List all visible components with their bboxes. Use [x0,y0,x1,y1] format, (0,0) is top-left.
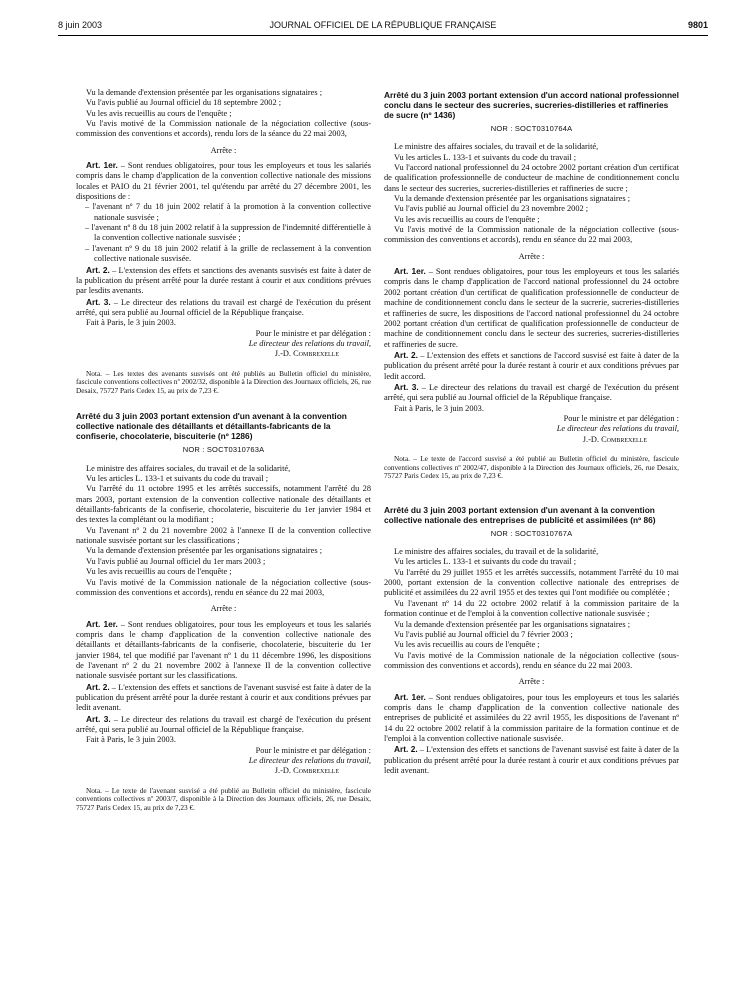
arrete-title: Arrêté du 3 juin 2003 portant extension d'un avenant à la convention collective nationale des entreprises de publicité et assimilées (nº 86) [384,504,656,525]
article [384,350,679,382]
visa: Vu l'avis motivé de la Commission nationale de la négociation collective (sous-commission des conventions et accords), rendu en séance du 22 mai 2003, [76,577,371,597]
arrete-label: Arrête : [210,145,237,155]
signature: J.-D. Combrexelle [582,434,647,444]
article [76,160,371,202]
visa: Le ministre des affaires sociales, du travail et de la solidarité, [394,547,599,557]
visa: Vu les avis recueillis au cours de l'enquête ; [394,214,540,224]
article-label: Art. 2. [86,681,110,692]
article-label: Art. 3. [86,713,111,724]
header-rule [58,35,708,36]
list-item: – l'avenant nº 9 du 18 juin 2002 relatif à la grille de reclassement à la convention collective nationale susvisée. [85,243,371,264]
header-date: 8 juin 2003 [58,20,103,30]
visa: Vu l'avenant nº 2 du 21 novembre 2002 à l'annexe II de la convention collective nationale susvisée portant sur les classifications ; [76,525,371,546]
article-text: – Le directeur des relations du travail est chargé de l'exécution du présent arrêté, qui sera publié au Journal officiel de la République française. [76,714,371,734]
visa: Vu la demande d'extension présentée par les organisations signataires ; [86,88,323,97]
list-item: – l'avenant nº 7 du 18 juin 2002 relatif à la promotion à la convention collective nationale susvisée ; [85,202,371,222]
visa: Le ministre des affaires sociales, du travail et de la solidarité, [86,463,291,473]
nota: Nota. – Le texte de l'accord susvisé a été publié au Bulletin officiel du ministère, fascicule conventions collectives nº 2002/47, disponible à la Direction des Journaux officiels, 26, rue Desaix, 75727 Paris Cedex 15, au prix de 7,23 €. [384,453,679,481]
visa: Vu l'avis publié au Journal officiel du 18 septembre 2002 ; [86,98,282,108]
visa: Vu les avis recueillis au cours de l'enquête ; [86,567,232,577]
visa: Vu les articles L. 133-1 et suivants du code du travail ; [86,474,269,484]
nota: Nota. – Les textes des avenants susvisés ont été publiés au Bulletin officiel du ministère, fascicule conventions collectives nº 2002/32, disponible à la Direction des Journaux officiels, 26, rue Desaix, 75727 Paris Cedex 15, au prix de 7,23 €. [76,368,371,395]
fait-a-paris: Fait à Paris, le 3 juin 2003. [86,318,176,328]
arrete-label: Arrête : [518,677,545,687]
directeur-line: Le directeur des relations du travail, [556,424,679,434]
nor-reference: NOR : SOCT0310767A [490,528,573,538]
visa: Vu l'avis publié au Journal officiel du 23 novembre 2002 ; [394,204,589,214]
article [384,692,679,745]
article-label: Art. 1er. [86,160,118,171]
visa: Vu les avis recueillis au cours de l'enquête ; [86,108,232,118]
article-text: – Sont rendues obligatoires, pour tous les employeurs et tous les salariés compris dans le champ d'application de la convention collective nationale des missions locales et PAIO du 21 février 2001, tel qu'étendu par arrêté du 27 décembre 2001, les dispositions de : [76,161,371,202]
signature: J.-D. Combrexelle [274,349,339,359]
nor-reference: NOR : SOCT0310763A [182,445,265,455]
nor-reference: NOR : SOCT0310764A [490,124,573,133]
visa: Vu les articles L. 133-1 et suivants du code du travail ; [394,557,577,567]
article-label: Art. 3. [86,296,111,307]
article-text: – L'extension des effets et sanctions de l'avenant susvisé est faite à dater de la publication du présent arrêté pour la durée restant à courir et aux conditions prévues par ledit avenant. [76,682,371,713]
left-column [76,88,371,812]
visa: Vu l'avenant nº 14 du 22 octobre 2002 relatif à la commission paritaire de la formation continue et de l'emploi à la convention collective nationale susvisée ; [384,598,679,619]
article-label: Art. 2. [394,349,418,360]
arrete-label: Arrête : [518,251,545,261]
article-text: – Sont rendues obligatoires, pour tous les employeurs et tous les salariés compris dans le champ d'application de l'accord national professionnel du 24 octobre 2002 portant création d'un certificat de qualification professionnelle de conducteur de machine de conditionnement conclu dans le secteur de la sucrerie, sucreries-distilleries et raffineries de sucre, les dispositions de l'accord national professionnel du 24 octobre 2002 portant création d'un certificat de qualification professionnelle de conducteur de machine de conditionnement conclu dans le secteur des sucreries, sucreries-distilleries et raffineries de sucre. [384,267,679,349]
article-text: – L'extension des effets et sanctions de l'avenant susvisé est faite à dater de la publication du présent arrêté pour la durée restant à courir et aux conditions prévues par ledit avenant. [384,745,679,775]
visa: Vu l'avis motivé de la Commission nationale de la négociation collective (sous-commission des conventions et accords), rendu lors de la séance du 22 mai 2003, [76,119,371,139]
directeur-line: Le directeur des relations du travail, [248,756,371,765]
visa: Vu l'avis motivé de la Commission nationale de la négociation collective (sous-commission des conventions et accords), rendu en séance du 22 mai 2003. [384,650,679,670]
signature: J.-D. Combrexelle [274,766,339,776]
article-text: – Le directeur des relations du travail est chargé de l'exécution du présent arrêté, qui sera publié au Journal officiel de la République française. [76,297,371,317]
article-label: Art. 3. [394,381,419,392]
article-text: – Sont rendues obligatoires, pour tous les employeurs et tous les salariés compris dans le champ d'application de la convention collective nationale des détaillants et détaillants-fabricants de la confiserie, chocolaterie, biscuiterie du 1er janvier 1984, tel que modifié par l'avenant nº 1 du 11 décembre 1996, les dispositions de l'avenant nº 2 du 21 novembre 2002 à l'annexe II de la convention collective nationale susvisée portant sur les classifications. [76,619,371,681]
delegation-line: Pour le ministre et par délégation : [255,328,371,338]
directeur-line: Le directeur des relations du travail, [248,338,371,348]
article-label: Art. 1er. [394,691,426,702]
page-header [58,20,708,34]
visa: Vu les articles L. 133-1 et suivants du code du travail ; [394,152,577,162]
arrete-title: Arrêté du 3 juin 2003 portant extension d'un avenant à la convention collective nationale des détaillants et détaillants-fabricants de la confiserie, chocolaterie, biscuiterie (nº 1286) [76,411,347,442]
fait-a-paris: Fait à Paris, le 3 juin 2003. [86,735,176,745]
fait-a-paris: Fait à Paris, le 3 juin 2003. [394,403,484,413]
article [384,266,679,350]
article-text: – L'extension des effets et sanctions de l'accord susvisé est faite à dater de la publication du présent arrêté pour la durée restant à courir et aux conditions prévues par ledit accord. [384,350,679,381]
article-label: Art. 1er. [86,618,118,629]
arrete-label: Arrête : [210,604,237,614]
article [384,744,679,776]
visa: Vu les avis recueillis au cours de l'enquête ; [394,640,540,650]
article-text: – L'extension des effets et sanctions des avenants susvisés est faite à dater de la publication du présent arrêté pour la durée restant à courir et aux conditions prévues par lesdits avenants. [76,265,371,296]
article [76,682,371,714]
delegation-line: Pour le ministre et par délégation : [255,745,371,755]
visa: Vu l'accord national professionnel du 24 octobre 2002 portant création d'un certificat de qualification professionnelle de conducteur de machine de conditionnement conclu dans le secteur des sucreries, sucreries-distilleries et raffineries de sucre ; [384,163,679,193]
article-label: Art. 2. [394,744,418,755]
visa: Vu l'arrêté du 29 juillet 1955 et les arrêtés successifs, notamment l'arrêté du 10 mai 2000, portant extension de la convention collective nationale des entreprises de publicité et assimilées du 22 avril 1955 et des textes qui l'ont modifiée ou complétée ; [384,567,679,598]
article [76,714,371,736]
list-item: – l'avenant nº 8 du 18 juin 2002 relatif à la suppression de l'indemnité différentielle à la convention collective nationale susvisée ; [85,223,371,243]
visa: Le ministre des affaires sociales, du travail et de la solidarité, [394,142,599,152]
header-journal-title: JOURNAL OFFICIEL DE LA RÉPUBLIQUE FRANÇAISE [269,20,497,30]
visa: Vu la demande d'extension présentée par les organisations signataires ; [86,546,323,556]
article-text: – Le directeur des relations du travail est chargé de l'exécution du présent arrêté, qui sera publié au Journal officiel de la République française. [384,382,679,403]
header-page-number: 9801 [687,20,708,30]
arrete-title: Arrêté du 3 juin 2003 portant extension d'un accord national professionnel conclu dans le secteur des sucreries, sucreries-distilleries et raffineries de sucre (nº 1436) [384,90,679,120]
visa: Vu l'avis publié au Journal officiel du 1er mars 2003 ; [86,556,266,566]
article [384,382,679,404]
article-label: Art. 1er. [394,266,426,277]
visa: Vu l'arrêté du 11 octobre 1995 et les arrêtés successifs, notamment l'arrêté du 28 mars 2003, portant extension de la convention collective nationale des détaillants et détaillants-fabricants de la confiserie, chocolaterie, biscuiterie du 1er janvier 1984 et des textes la complétant ou la modifiant ; [76,484,371,525]
article [76,265,371,297]
visa: Vu la demande d'extension présentée par les organisations signataires ; [394,194,631,204]
article-text: – Sont rendues obligatoires, pour tous les employeurs et tous les salariés compris dans le champ d'application de la convention collective nationale des entreprises de publicité et assimilées du 22 avril 1955, les dispositions de l'avenant nº 14 du 22 octobre 2002 relatif à la commission paritaire de la formation continue et de l'emploi à la convention collective nationale susvisée. [384,692,679,743]
delegation-line: Pour le ministre et par délégation : [563,413,679,423]
article [76,619,371,682]
nota: Nota. – Le texte de l'avenant susvisé a été publié au Bulletin officiel du ministère, fascicule conventions collectives nº 2003/7, disponible à la Direction des Journaux officiels, 26, rue Desaix, 75727 Paris Cedex 15, au prix de 7,23 €. [76,785,371,812]
visa: Vu l'avis motivé de la Commission nationale de la négociation collective (sous-commission des conventions et accords), rendu en séance du 22 mai 2003, [384,225,679,245]
visa: Vu la demande d'extension présentée par les organisations signataires ; [394,619,631,629]
right-column [384,90,679,776]
visa: Vu l'avis publié au Journal officiel du 7 février 2003 ; [394,629,573,639]
article [76,297,371,319]
article-label: Art. 2. [86,264,110,275]
